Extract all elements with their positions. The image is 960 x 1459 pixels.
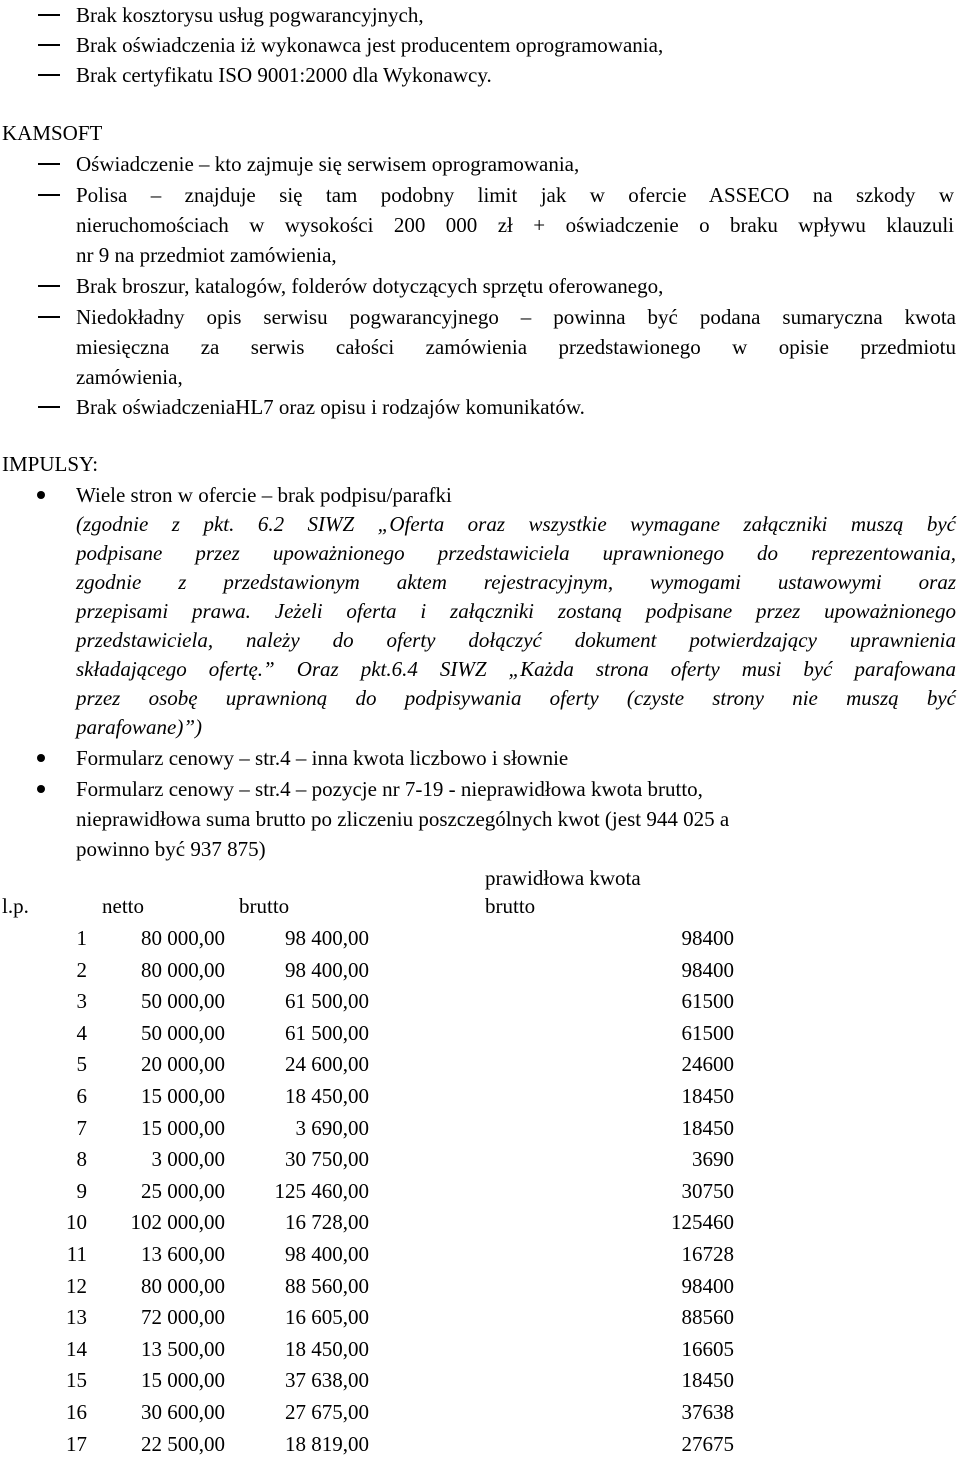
dash-bullet [38, 74, 60, 76]
table-cell-netto: 50 000,00 [141, 1020, 225, 1045]
table-cell-correct-brutto: 98400 [681, 1273, 734, 1298]
table-cell-netto: 80 000,00 [141, 957, 225, 982]
impulsy-item-line: nieprawidłowa suma brutto po zliczeniu poszczególnych kwot (jest 944 025 a [76, 807, 730, 831]
table-cell-correct-brutto: 61500 [681, 989, 734, 1014]
table-cell-correct-brutto: 61500 [681, 1020, 734, 1045]
round-bullet [37, 754, 45, 762]
table-cell-netto: 22 500,00 [141, 1431, 225, 1456]
impulsy-quote-line: parafowane)”) [76, 715, 202, 739]
table-cell-netto: 3 000,00 [151, 1147, 225, 1172]
table-cell-correct-brutto: 16605 [681, 1336, 734, 1361]
kamsoft-item: Oświadczenie – kto zajmuje się serwisem oprogramowania, [76, 152, 580, 176]
table-cell-lp: 14 [66, 1336, 87, 1361]
table-cell-netto: 25 000,00 [141, 1178, 225, 1203]
table-cell-netto: 50 000,00 [141, 989, 225, 1014]
kamsoft-item-line: Polisa – znajduje się tam podobny limit jak w ofercie ASSECO na szkody w [76, 183, 954, 207]
table-cell-netto: 80 000,00 [141, 926, 225, 950]
table-cell-brutto: 61 500,00 [285, 989, 369, 1014]
impulsy-item-line: Formularz cenowy – str.4 – pozycje nr 7-19 - nieprawidłowa kwota brutto, [76, 777, 703, 801]
kamsoft-item-line: zamówienia, [76, 365, 183, 389]
table-cell-brutto: 125 460,00 [274, 1178, 369, 1203]
kamsoft-heading: KAMSOFT [2, 121, 103, 145]
table-cell-lp: 7 [76, 1115, 87, 1140]
table-cell-netto: 15 000,00 [141, 1115, 225, 1140]
table-cell-netto: 13 600,00 [141, 1242, 225, 1266]
impulsy-heading-text: IMPULSY [2, 452, 93, 476]
kamsoft-item: Brak broszur, katalogów, folderów dotyczących sprzętu oferowanego, [76, 274, 664, 298]
table-cell-brutto: 61 500,00 [285, 1020, 369, 1045]
table-cell-lp: 6 [76, 1084, 87, 1108]
table-cell-brutto: 24 600,00 [285, 1052, 369, 1077]
table-cell-brutto: 30 750,00 [285, 1147, 369, 1172]
table-cell-correct-brutto: 16728 [681, 1242, 734, 1266]
table-cell-brutto: 18 450,00 [285, 1336, 369, 1361]
table-header-correct-brutto: brutto [485, 894, 536, 918]
table-cell-lp: 16 [66, 1400, 87, 1424]
table-cell-correct-brutto: 37638 [681, 1400, 734, 1424]
impulsy-item: Wiele stron w ofercie – brak podpisu/parafki [76, 483, 452, 507]
table-cell-correct-brutto: 18450 [681, 1368, 734, 1393]
table-cell-correct-brutto: 30750 [681, 1178, 734, 1203]
table-cell-netto: 15 000,00 [141, 1084, 225, 1108]
table-cell-lp: 17 [66, 1431, 87, 1456]
table-cell-brutto: 18 450,00 [285, 1084, 369, 1108]
table-cell-netto: 20 000,00 [141, 1052, 225, 1077]
kamsoft-item-line: Niedokładny opis serwisu pogwarancyjnego – powinna być podana sumaryczna kwota [76, 305, 956, 329]
round-bullet [37, 785, 45, 793]
intro-item: Brak certyfikatu ISO 9001:2000 dla Wykonawcy. [76, 63, 492, 87]
impulsy-quote-line: przedstawiciela, należy do oferty dołączyć dokument potwierdzający uprawnienia [76, 628, 956, 652]
dash-bullet [38, 44, 60, 46]
table-cell-netto: 102 000,00 [130, 1210, 225, 1235]
dash-bullet [38, 14, 60, 16]
table-cell-brutto: 37 638,00 [285, 1368, 369, 1393]
table-cell-correct-brutto: 24600 [681, 1052, 734, 1077]
impulsy-quote-line: (zgodnie z pkt. 6.2 SIWZ „Oferta oraz wszystkie wymagane załączniki muszą być [76, 512, 956, 536]
impulsy-quote-line: składającego ofertę.” Oraz pkt.6.4 SIWZ „Każda strona oferty musi być parafowana [76, 657, 956, 681]
table-cell-lp: 9 [76, 1178, 87, 1203]
table-cell-lp: 4 [76, 1020, 87, 1045]
table-cell-lp: 1 [76, 926, 87, 950]
impulsy-quote-line: przez osobę uprawnioną do podpisywania oferty (czyste strony nie muszą być [76, 686, 956, 710]
impulsy-quote-line: podpisane przez upoważnionego przedstawiciela uprawnionego do reprezentowania, [76, 541, 956, 565]
kamsoft-item-line: nieruchomościach w wysokości 200 000 zł + oświadczenie o braku wpływu klauzuli [76, 213, 954, 237]
table-header-lp: l.p. [2, 894, 29, 918]
table-cell-netto: 72 000,00 [141, 1305, 225, 1330]
table-cell-brutto: 98 400,00 [285, 926, 369, 950]
table-cell-brutto: 98 400,00 [285, 1242, 369, 1266]
table-cell-brutto: 3 690,00 [295, 1115, 369, 1140]
table-cell-correct-brutto: 27675 [681, 1431, 734, 1456]
table-cell-lp: 11 [66, 1242, 87, 1266]
table-cell-lp: 3 [76, 989, 87, 1014]
table-cell-lp: 8 [76, 1147, 87, 1172]
dash-bullet [38, 194, 60, 196]
impulsy-quote-line: przepisami prawa. Jeżeli oferta i załączniki zostaną podpisane przez upoważnionego [76, 599, 956, 623]
kamsoft-item-line: nr 9 na przedmiot zamówienia, [76, 243, 337, 267]
table-cell-brutto: 88 560,00 [285, 1273, 369, 1298]
table-cell-brutto: 98 400,00 [285, 957, 369, 982]
table-cell-lp: 5 [76, 1052, 87, 1077]
dash-bullet [38, 316, 60, 318]
table-header-top: prawidłowa kwota [485, 866, 641, 890]
table-cell-lp: 12 [66, 1273, 87, 1298]
impulsy-item: Formularz cenowy – str.4 – inna kwota liczbowo i słownie [76, 746, 569, 770]
table-cell-correct-brutto: 18450 [681, 1115, 734, 1140]
table-cell-correct-brutto: 18450 [681, 1084, 734, 1108]
table-cell-brutto: 16 605,00 [285, 1305, 369, 1330]
impulsy-heading-colon: : [92, 452, 99, 476]
impulsy-item-line: powinno być 937 875) [76, 837, 266, 861]
table-cell-netto: 15 000,00 [141, 1368, 225, 1393]
impulsy-heading [2, 449, 98, 479]
dash-bullet [38, 163, 60, 165]
table-header-brutto: brutto [239, 894, 290, 918]
table-cell-correct-brutto: 88560 [681, 1305, 734, 1330]
table-cell-correct-brutto: 98400 [681, 957, 734, 982]
table-cell-netto: 30 600,00 [141, 1400, 225, 1424]
table-cell-lp: 15 [66, 1368, 87, 1393]
table-cell-lp: 2 [76, 957, 87, 982]
table-cell-lp: 10 [66, 1210, 87, 1235]
table-cell-correct-brutto: 3690 [692, 1147, 734, 1172]
dash-bullet [38, 285, 60, 287]
table-header-netto: netto [102, 894, 144, 918]
kamsoft-item-line: miesięczna za serwis całości zamówienia przedstawionego w opisie przedmiotu [76, 335, 956, 359]
table-cell-correct-brutto: 98400 [681, 926, 734, 950]
table-cell-netto: 13 500,00 [141, 1336, 225, 1361]
impulsy-quote-line: zgodnie z przedstawionym aktem rejestracyjnym, wymogami ustawowymi oraz [76, 570, 956, 594]
table-cell-brutto: 18 819,00 [285, 1431, 369, 1456]
table-cell-brutto: 16 728,00 [285, 1210, 369, 1235]
table-cell-brutto: 27 675,00 [285, 1400, 369, 1424]
round-bullet [37, 491, 45, 499]
table-cell-correct-brutto: 125460 [671, 1210, 734, 1235]
dash-bullet [38, 406, 60, 408]
table-cell-lp: 13 [66, 1305, 87, 1330]
kamsoft-item: Brak oświadczeniaHL7 oraz opisu i rodzajów komunikatów. [76, 395, 585, 419]
intro-item: Brak oświadczenia iż wykonawca jest producentem oprogramowania, [76, 33, 664, 57]
intro-item: Brak kosztorysu usług pogwarancyjnych, [76, 3, 424, 27]
table-cell-netto: 80 000,00 [141, 1273, 225, 1298]
